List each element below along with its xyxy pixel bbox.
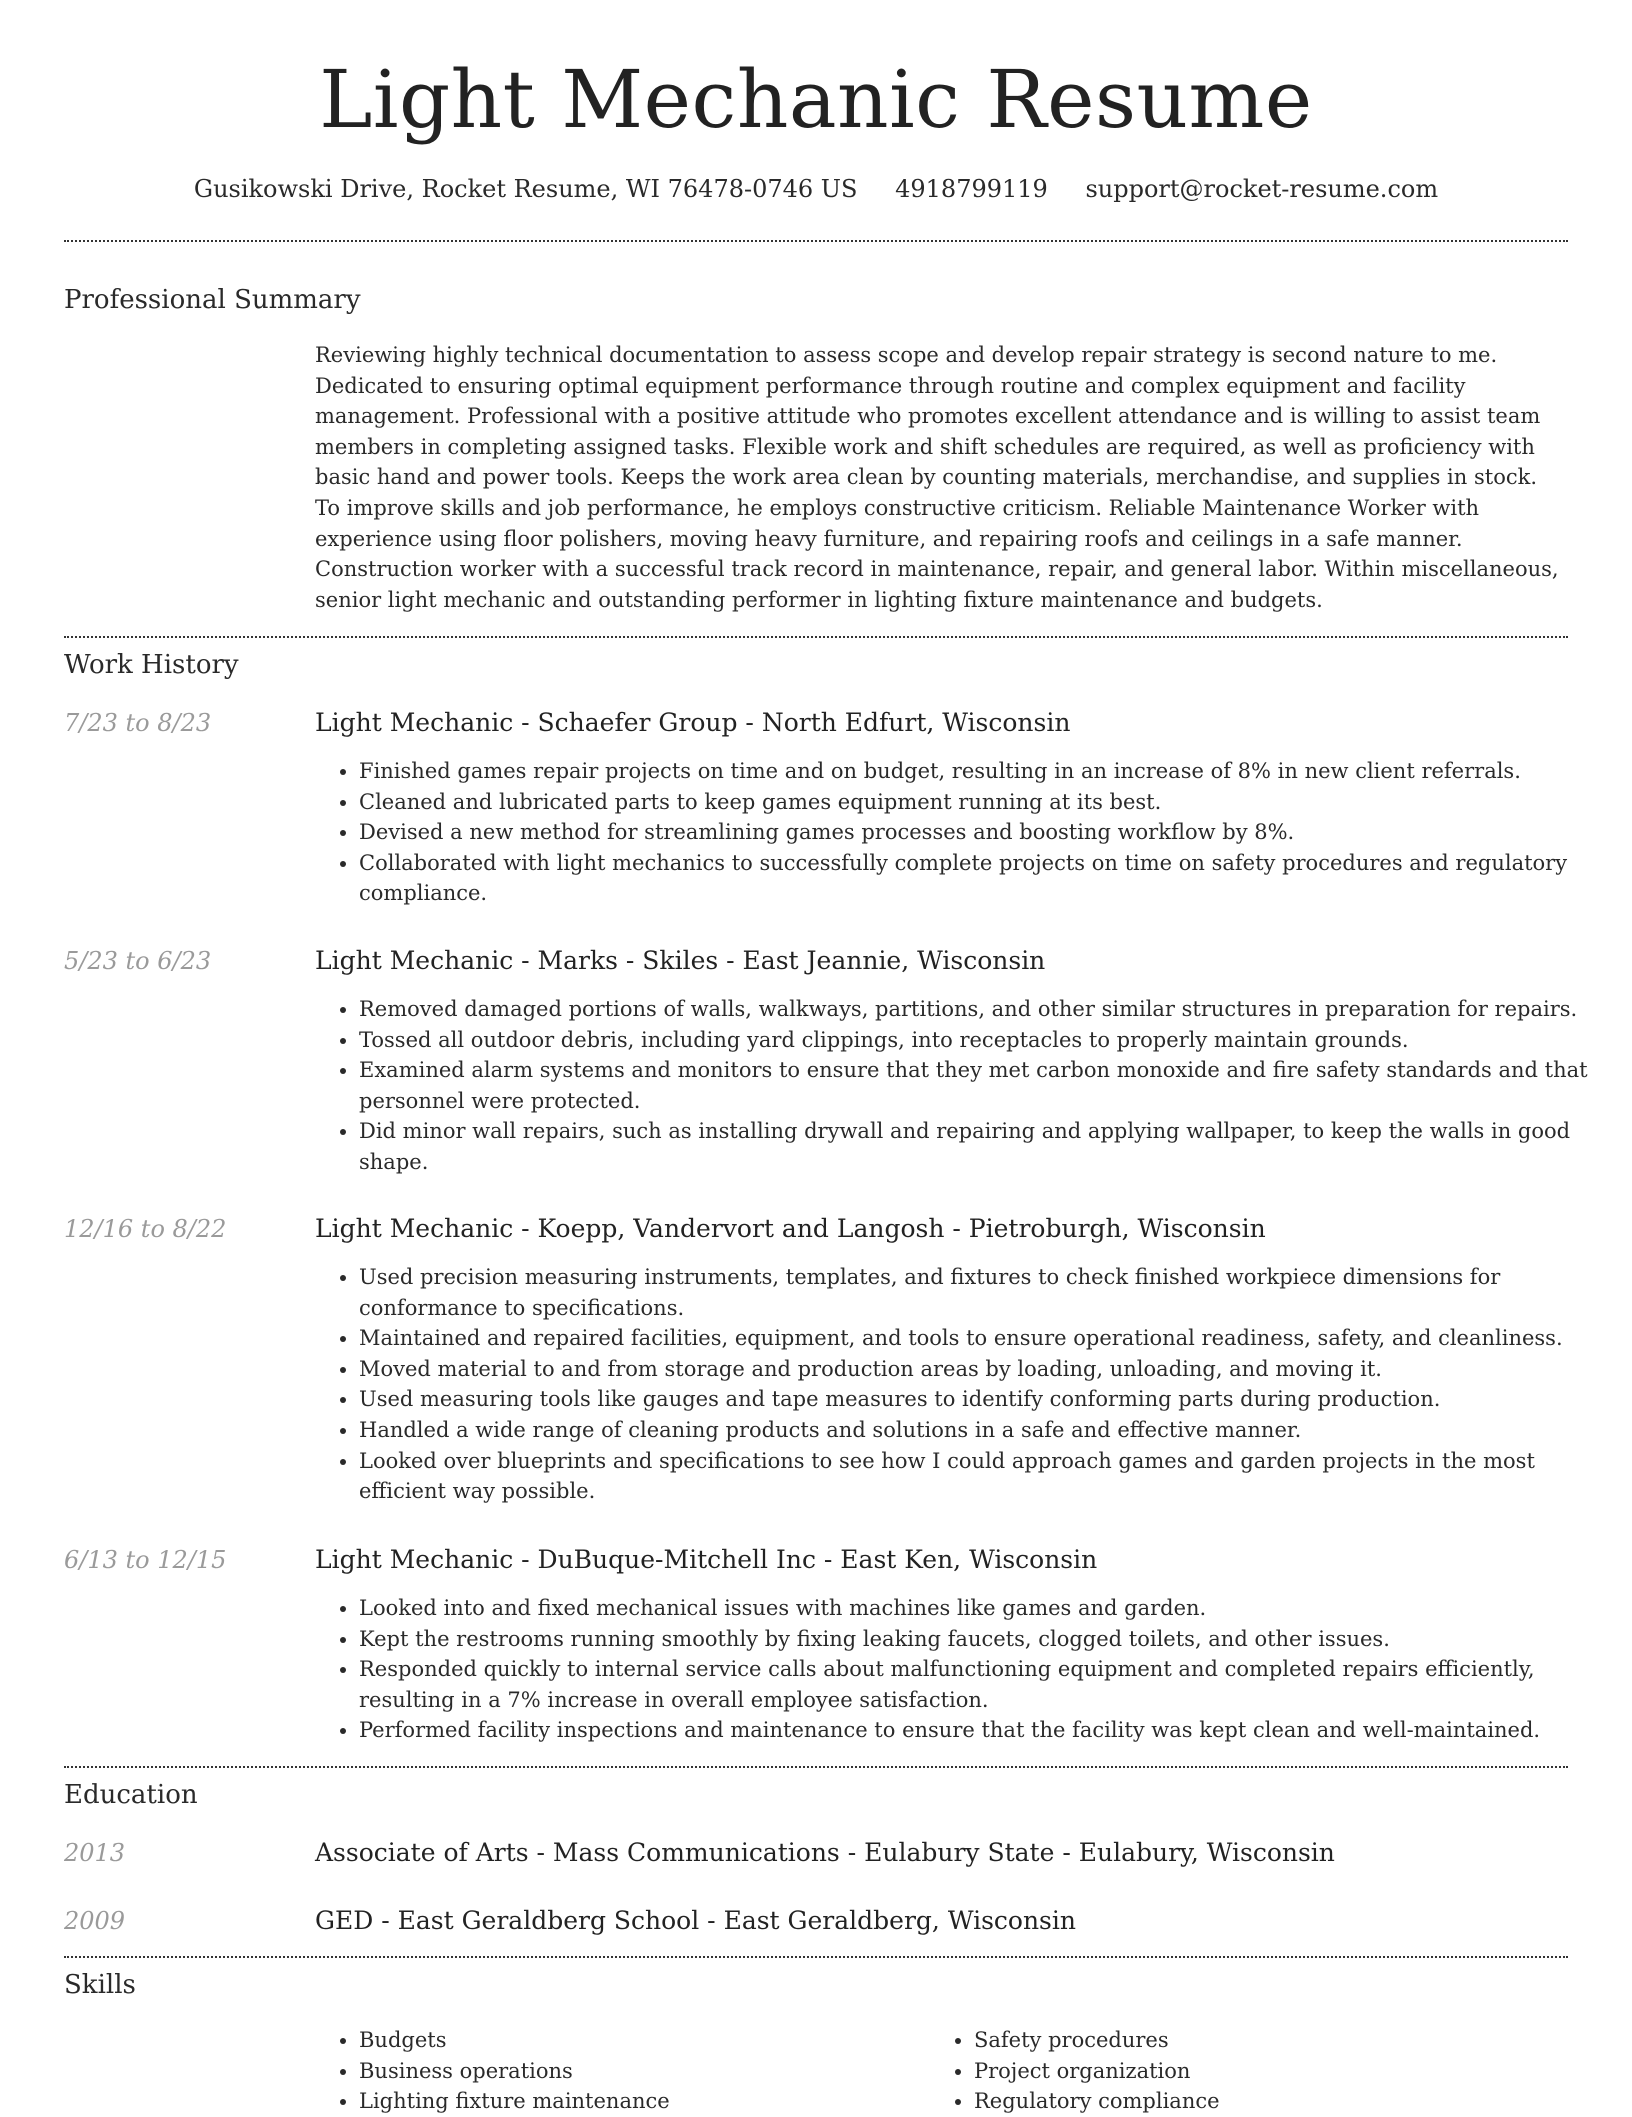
job-bullets	[315, 994, 1612, 1178]
list-item: • Collaborated with light mechanics to successfully complete projects on time on safety procedures and regulatory compliance.	[359, 848, 1612, 909]
list-item: • Kept the restrooms running smoothly by fixing leaking faucets, clogged toilets, and other issues.	[359, 1624, 1612, 1655]
skills-list-left	[315, 2025, 919, 2117]
section-title-summary: Professional Summary	[64, 285, 361, 315]
contact-phone: 4918799119	[895, 175, 1048, 203]
job-title: Light Mechanic - Koepp, Vandervort and Langosh - Pietroburgh, Wisconsin	[315, 1214, 1266, 1243]
job-dates: 7/23 to 8/23	[64, 709, 212, 737]
job-dates: 5/23 to 6/23	[64, 947, 212, 975]
section-title-work-history: Work History	[64, 650, 239, 680]
divider	[64, 636, 1568, 638]
skill-item: • Safety procedures	[974, 2025, 1574, 2056]
list-item: • Used measuring tools like gauges and tape measures to identify conforming parts during production.	[359, 1384, 1612, 1415]
education-year: 2013	[64, 1839, 126, 1867]
list-item: • Responded quickly to internal service calls about malfunctioning equipment and completed repairs efficiently, resulting in a 7% increase in overall employee satisfaction.	[359, 1654, 1612, 1715]
job-title: Light Mechanic - DuBuque-Mitchell Inc - East Ken, Wisconsin	[315, 1545, 1098, 1574]
list-item: • Finished games repair projects on time and on budget, resulting in an increase of 8% in new client referrals.	[359, 756, 1612, 787]
education-degree: Associate of Arts - Mass Communications - Eulabury State - Eulabury, Wisconsin	[315, 1838, 1335, 1867]
job-dates: 6/13 to 12/15	[64, 1546, 227, 1574]
list-item: • Devised a new method for streamlining games processes and boosting workflow by 8%.	[359, 817, 1612, 848]
skills-list-right	[930, 2025, 1574, 2117]
list-item: • Removed damaged portions of walls, walkways, partitions, and other similar structures in preparation for repairs.	[359, 994, 1612, 1025]
skill-item: • Business operations	[359, 2056, 919, 2087]
list-item: • Cleaned and lubricated parts to keep games equipment running at its best.	[359, 787, 1612, 818]
skill-item: • Budgets	[359, 2025, 919, 2056]
list-item: • Did minor wall repairs, such as installing drywall and repairing and applying wallpaper, to keep the walls in good shape.	[359, 1116, 1612, 1177]
contact-email: support@rocket-resume.com	[1085, 175, 1439, 203]
list-item: • Maintained and repaired facilities, equipment, and tools to ensure operational readiness, safety, and cleanliness.	[359, 1323, 1612, 1354]
list-item: • Performed facility inspections and maintenance to ensure that the facility was kept clean and well-maintained.	[359, 1715, 1612, 1746]
list-item: • Moved material to and from storage and production areas by loading, unloading, and moving it.	[359, 1354, 1612, 1385]
job-bullets	[315, 1262, 1612, 1507]
divider	[64, 240, 1568, 242]
summary-text: Reviewing highly technical documentation to assess scope and develop repair strategy is second nature to me. Dedicated to ensuring optimal equipment performance through routine and complex equipment and facility management. Professional with a positive attitude who promotes excellent attendance and is willing to assist team members in completing assigned tasks. Flexible work and shift schedules are required, as well as proficiency with basic hand and power tools. Keeps the work area clean by counting materials, merchandise, and supplies in stock. To improve skills and job performance, he employs constructive criticism. Reliable Maintenance Worker with experience using floor polishers, moving heavy furniture, and repairing roofs and ceilings in a safe manner. Construction worker with a successful track record in maintenance, repair, and general labor. Within miscellaneous, senior light mechanic and outstanding performer in lighting fixture maintenance and budgets.	[315, 343, 1559, 612]
resume-title: Light Mechanic Resume	[319, 53, 1313, 146]
section-title-education: Education	[64, 1780, 198, 1810]
skill-item: • Project organization	[974, 2056, 1574, 2087]
job-dates: 12/16 to 8/22	[64, 1215, 227, 1243]
job-bullets	[315, 1593, 1612, 1746]
contact-address: Gusikowski Drive, Rocket Resume, WI 76478-0746 US	[193, 175, 858, 203]
list-item: • Tossed all outdoor debris, including yard clippings, into receptacles to properly maintain grounds.	[359, 1025, 1612, 1056]
list-item: • Used precision measuring instruments, templates, and fixtures to check finished workpiece dimensions for conformance to specifications.	[359, 1262, 1612, 1323]
divider	[64, 1766, 1568, 1768]
job-bullets	[315, 756, 1612, 909]
list-item: • Examined alarm systems and monitors to ensure that they met carbon monoxide and fire safety standards and that personnel were protected.	[359, 1055, 1612, 1116]
list-item: • Handled a wide range of cleaning products and solutions in a safe and effective manner.	[359, 1415, 1612, 1446]
list-item: • Looked into and fixed mechanical issues with machines like games and garden.	[359, 1593, 1612, 1624]
list-item: • Looked over blueprints and specifications to see how I could approach games and garden projects in the most efficient way possible.	[359, 1446, 1612, 1507]
skill-item: • Lighting fixture maintenance	[359, 2086, 919, 2117]
divider	[64, 1956, 1568, 1958]
job-title: Light Mechanic - Marks - Skiles - East Jeannie, Wisconsin	[315, 946, 1046, 975]
section-title-skills: Skills	[64, 1970, 136, 2000]
contact-line	[0, 172, 1632, 206]
education-year: 2009	[64, 1907, 126, 1935]
job-title: Light Mechanic - Schaefer Group - North Edfurt, Wisconsin	[315, 708, 1071, 737]
education-degree: GED - East Geraldberg School - East Geraldberg, Wisconsin	[315, 1906, 1076, 1935]
skill-item: • Regulatory compliance	[974, 2086, 1574, 2117]
